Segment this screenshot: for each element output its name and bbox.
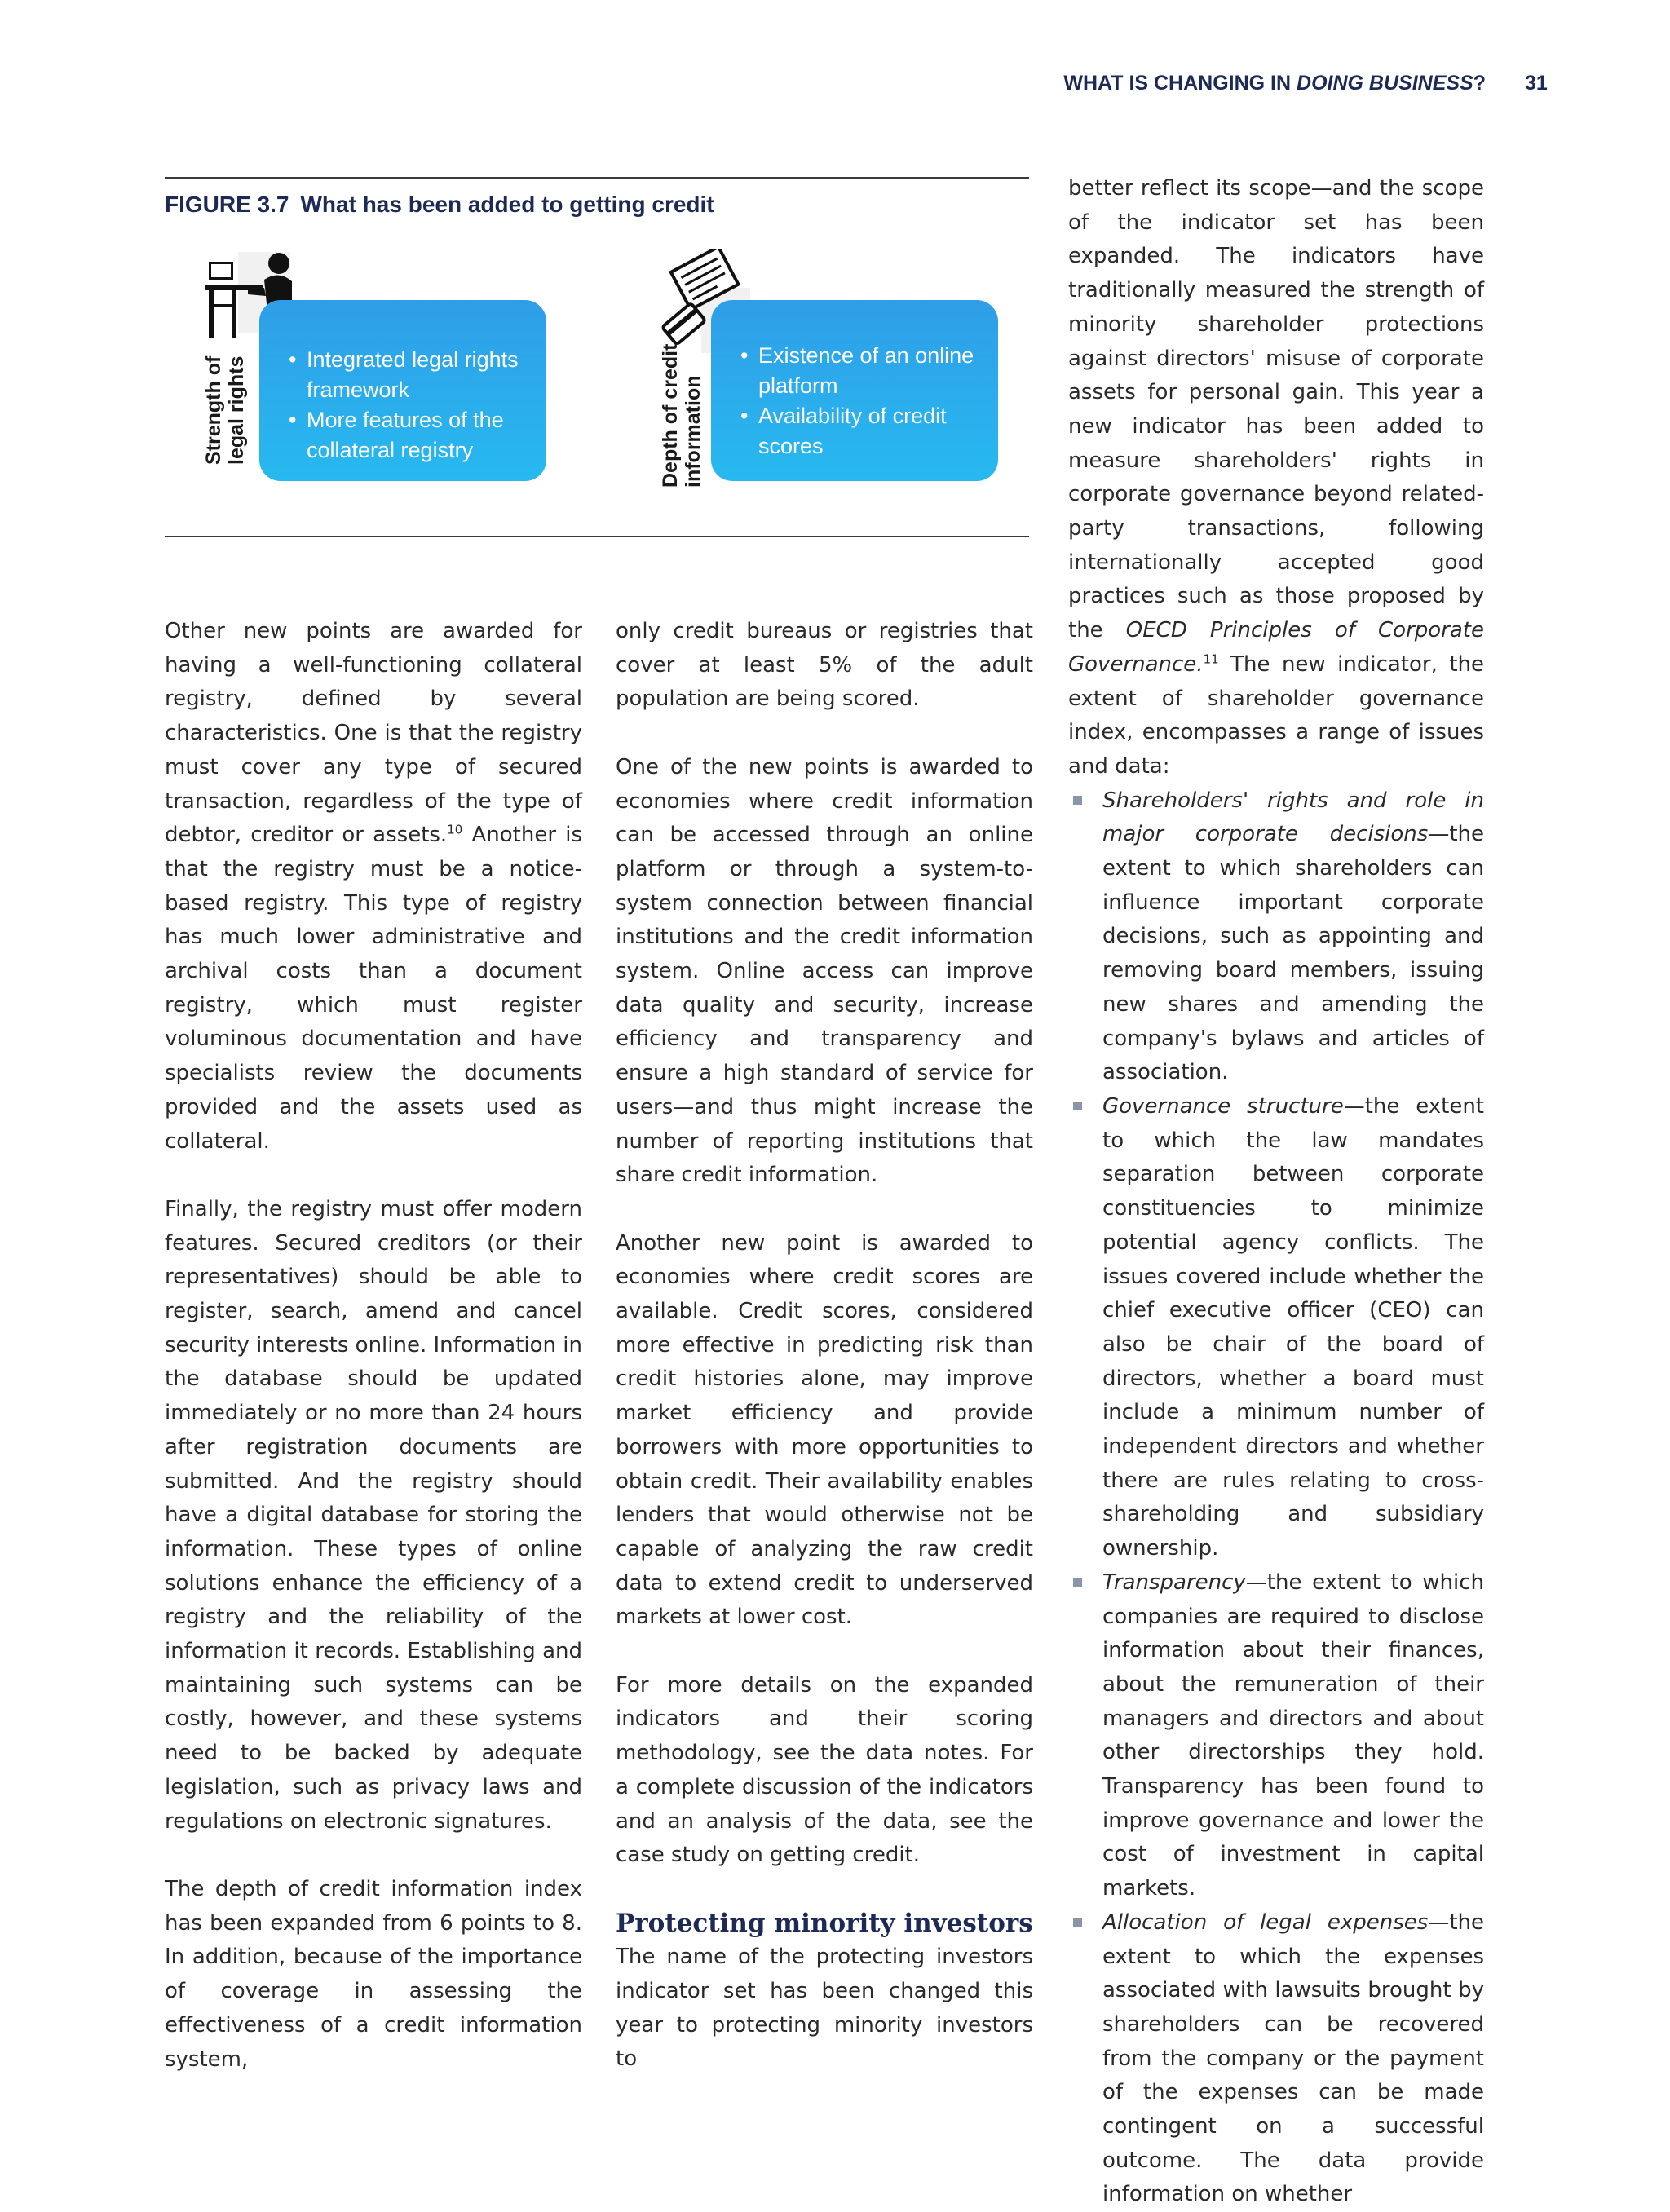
bullet-text: —the extent to which shareholders can influence important corporate decisions, such as appointing and removing board members, issuing new shares and amending the company's bylaws and articles of association. bbox=[1102, 822, 1484, 1085]
bullet-term: Allocation of legal expenses bbox=[1102, 1910, 1429, 1935]
list-item bbox=[1068, 1906, 1484, 2212]
credit-info-item-1: • Existence of an online platform bbox=[740, 341, 982, 401]
section-heading: Protecting minority investors bbox=[616, 1908, 1033, 1938]
axis-label-line2: legal rights bbox=[225, 355, 248, 465]
bullet-list bbox=[1068, 784, 1484, 2212]
bullet-term: Governance structure bbox=[1102, 1093, 1344, 1119]
legal-rights-item-1: • Integrated legal rights framework bbox=[289, 345, 530, 405]
paragraph: For more details on the expanded indicators and their scoring methodology, see the data notes. For a complete discussion of the indicators and an analysis of the data, see the case study on getting credit. bbox=[616, 1672, 1033, 1868]
citation-title: OECD Principles of Corporate Governance. bbox=[1068, 618, 1484, 677]
page-number: 31 bbox=[1525, 72, 1548, 95]
bullet-text: —the extent to which the law mandates separation between corporate constituencies to minimize potential agency conflicts. The issues covered include whether the chief executive officer (CEO) can also be chair of the board of directors, whether a board must include a minimum number of independent directors and whether there are rules relating to cross-shareholding and subsidiary ownership. bbox=[1102, 1093, 1484, 1561]
legal-rights-item-2: • More features of the collateral registry bbox=[289, 405, 530, 466]
footnote-ref: 11 bbox=[1203, 651, 1219, 667]
list-item bbox=[1068, 1566, 1484, 1906]
text: The new indicator, the extent of shareholder governance index, encompasses a range of issues and data: bbox=[1068, 651, 1484, 779]
header-title-prefix: WHAT IS CHANGING IN bbox=[1063, 72, 1297, 95]
text: better reflect its scope—and the scope of the indicator set has been expanded. The indicators have traditionally measured the strength of minority shareholder protections against directors' misuse of corporate assets for personal gain. This year a new indicator has been added to measure shareholders' rights in corporate governance beyond related-party transactions, following internationally accepted good practices such as those proposed by the bbox=[1068, 176, 1484, 643]
text-column-1 bbox=[165, 615, 582, 2077]
text: Other new points are awarded for having a well-functioning collateral registry, defined by several characteristics. One is that the registry must cover any type of secured transaction, regardless of the type of debtor, creditor or assets. bbox=[165, 619, 582, 848]
paragraph: Finally, the registry must offer modern features. Secured creditors (or their representatives) should be able to register, search, amend and cancel security interests online. Information in the database should be updated immediately or no more than 24 hours after registration documents are submitted. And the registry should have a digital database for storing the information. These types of online solutions enhance the efficiency of a registry and the reliability of the information it records. Establishing and maintaining such systems can be costly, however, and these systems need to be backed by adequate legislation, such as privacy laws and regulations on electronic signatures. bbox=[165, 1196, 582, 1834]
strength-of-legal-rights-label bbox=[202, 356, 248, 465]
bullet-term: Transparency bbox=[1102, 1570, 1246, 1595]
bullet-text: —the extent to which companies are required to disclose information about their finances, about the remuneration of their managers and directors and about other directorships they hold. Transparency has been found to improve governance and lower the cost of investment in capital markets. bbox=[1102, 1570, 1484, 1901]
header-title-suffix: ? bbox=[1473, 72, 1486, 95]
paragraph: Another new point is awarded to economies where credit scores are available. Credit scores, considered more effective in predicting risk than credit histories alone, may improve market efficiency and provide borrowers with more opportunities to obtain credit. Their availability enables lenders that would otherwise not be capable of analyzing the raw credit data to extend credit to underserved markets at lower cost. bbox=[616, 1230, 1033, 1630]
figure-bottom-rule bbox=[165, 536, 1029, 537]
depth-of-credit-information-label bbox=[659, 344, 705, 488]
bullet-text: —the extent to which the expenses associated with lawsuits brought by shareholders can be recovered from the company or the payment of the expenses can be made contingent on a successful outcome. The data provide information on whether bbox=[1102, 1910, 1484, 2207]
running-header bbox=[979, 72, 1486, 95]
header-title-italic: DOING BUSINESS bbox=[1297, 72, 1473, 95]
legal-rights-box bbox=[259, 300, 546, 481]
bullet-term: Shareholders' rights and role in major corporate decisions bbox=[1102, 788, 1484, 847]
paragraph: One of the new points is awarded to economies where credit information can be accessed through an online platform or through a system-to-system connection between financial institutions and the credit information system. Online access can improve data quality and security, increase efficiency and transparency and ensure a high standard of service for users—and thus might increase the number of reporting institutions that share credit information. bbox=[616, 754, 1033, 1188]
credit-information-box bbox=[711, 300, 998, 481]
list-item bbox=[1068, 784, 1484, 1090]
paragraph bbox=[165, 615, 582, 1159]
figure-title: What has been added to getting credit bbox=[300, 192, 714, 217]
list-item bbox=[1068, 1090, 1484, 1566]
axis-label-line1: Strength of bbox=[202, 355, 225, 465]
paragraph: only credit bureaus or registries that cover at least 5% of the adult population are being scored. bbox=[616, 619, 1033, 712]
axis-label-line1: Depth of credit bbox=[659, 343, 682, 488]
figure-caption bbox=[165, 192, 714, 218]
credit-info-item-2: • Availability of credit scores bbox=[740, 401, 982, 461]
text-column-3 bbox=[1068, 172, 1484, 2212]
text: Another is that the registry must be a notice-based registry. This type of registry has much lower administrative and archival costs than a document registry, which must register voluminous documentation and have specialists review the documents provided and the assets used as collateral. bbox=[165, 823, 582, 1154]
paragraph bbox=[1068, 172, 1484, 784]
paragraph: The depth of credit information index has been expanded from 6 points to 8. In addition, because of the importance of coverage in assessing the effectiveness of a credit information system, bbox=[165, 1876, 582, 2072]
footnote-ref: 10 bbox=[447, 822, 463, 837]
figure-top-rule bbox=[165, 177, 1029, 179]
paragraph: The name of the protecting investors indicator set has been changed this year to protecting minority investors to bbox=[616, 1945, 1033, 2072]
text-column-2 bbox=[616, 615, 1033, 2077]
figure-label: FIGURE 3.7 bbox=[165, 192, 289, 217]
axis-label-line2: information bbox=[682, 375, 705, 488]
